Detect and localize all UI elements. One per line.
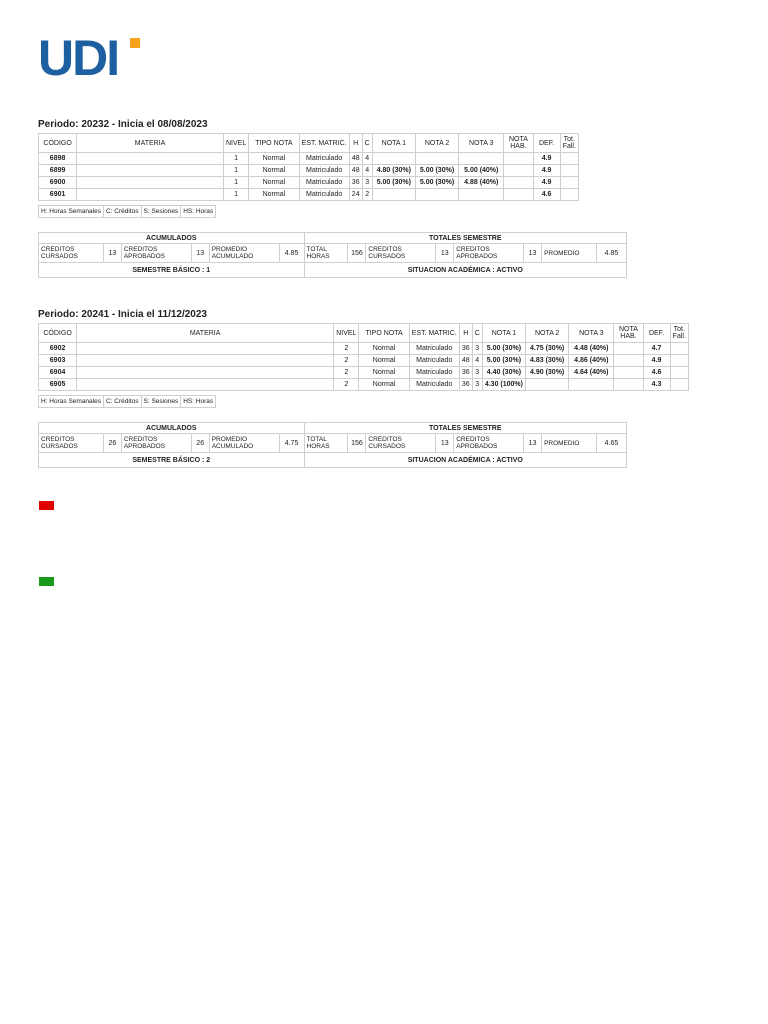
cell-nota2: 5.00 (30%) — [415, 177, 458, 189]
table-row — [39, 153, 579, 165]
cell-materia — [77, 165, 224, 177]
cell-nivel: 2 — [334, 379, 359, 391]
cell-materia — [77, 189, 224, 201]
cell-nota3: 5.00 (40%) — [459, 165, 504, 177]
cell-codigo: 6902 — [39, 343, 77, 355]
cell-nota1: 5.00 (30%) — [482, 355, 525, 367]
period-title: Periodo: 20232 - Inicia el 08/08/2023 — [38, 119, 208, 130]
cell-def: 4.9 — [643, 355, 670, 367]
cell-h: 48 — [349, 153, 362, 165]
cell-materia — [77, 177, 224, 189]
cell-def: 4.3 — [643, 379, 670, 391]
table-row — [39, 379, 689, 391]
totales-horas: 156 — [348, 434, 366, 453]
acum-promedio: 4.75 — [279, 434, 304, 453]
label-promedio: PROMEDIO — [542, 244, 597, 263]
cell-nota2: 4.90 (30%) — [526, 367, 569, 379]
cell-nota2: 4.83 (30%) — [526, 355, 569, 367]
cell-est: Matriculado — [299, 177, 349, 189]
cell-est: Matriculado — [299, 165, 349, 177]
cell-h: 48 — [349, 165, 362, 177]
cell-tipo: Normal — [249, 189, 299, 201]
cell-codigo: 6900 — [39, 177, 77, 189]
cell-c: 4 — [362, 165, 372, 177]
cell-fall — [560, 153, 578, 165]
cell-codigo: 6905 — [39, 379, 77, 391]
header-def: DEF. — [643, 324, 670, 343]
cell-hab — [614, 367, 643, 379]
cell-tipo: Normal — [359, 367, 409, 379]
cell-nota1: 5.00 (30%) — [372, 177, 415, 189]
cell-fall — [670, 355, 688, 367]
header-codigo: CÓDIGO — [39, 324, 77, 343]
situacion-academica — [304, 453, 626, 468]
grades-table — [38, 323, 689, 391]
cell-h: 36 — [349, 177, 362, 189]
cell-fall — [670, 343, 688, 355]
legend-table — [38, 205, 216, 218]
totales-heading: TOTALES SEMESTRE — [304, 233, 626, 244]
situacion-label: SITUACION ACADÉMICA : — [407, 266, 495, 274]
cell-hab — [504, 189, 533, 201]
cell-nota3 — [459, 189, 504, 201]
label-creditos-cursados: CREDITOS CURSADOS — [366, 244, 436, 263]
cell-materia — [77, 153, 224, 165]
cell-fall — [560, 177, 578, 189]
cell-h: 48 — [459, 355, 472, 367]
cell-def: 4.7 — [643, 343, 670, 355]
label-total-horas: TOTAL HORAS — [304, 434, 348, 453]
legend-item: S: Sesiones — [141, 396, 181, 408]
cell-hab — [504, 153, 533, 165]
header-nota3: NOTA 3 — [569, 324, 614, 343]
header-c: C — [472, 324, 482, 343]
cell-hab — [614, 343, 643, 355]
semestre-basico — [39, 453, 305, 468]
cell-codigo: 6904 — [39, 367, 77, 379]
cell-h: 36 — [459, 379, 472, 391]
totales-promedio: 4.65 — [596, 434, 626, 453]
header-tot-fall: Tot. Fall. — [560, 134, 578, 153]
label-creditos-cursados: CREDITOS CURSADOS — [39, 244, 104, 263]
cell-materia — [77, 367, 334, 379]
header-h: H — [349, 134, 362, 153]
table-row — [39, 343, 689, 355]
header-nota2: NOTA 2 — [415, 134, 458, 153]
legend-item: S: Sesiones — [141, 206, 181, 218]
logo-text: UDI — [38, 30, 119, 86]
cell-hab — [614, 355, 643, 367]
table-row — [39, 189, 579, 201]
cell-est: Matriculado — [409, 355, 459, 367]
semestre-basico-value: 2 — [206, 456, 211, 464]
totales-cursados: 13 — [436, 244, 454, 263]
acum-promedio: 4.85 — [279, 244, 304, 263]
label-creditos-cursados: CREDITOS CURSADOS — [366, 434, 436, 453]
semestre-basico-label: SEMESTRE BÁSICO : — [132, 456, 205, 464]
cell-codigo: 6899 — [39, 165, 77, 177]
cell-est: Matriculado — [409, 343, 459, 355]
udi-logo — [38, 30, 119, 86]
acumulados-heading: ACUMULADOS — [39, 233, 305, 244]
label-promedio: PROMEDIO — [542, 434, 597, 453]
label-promedio-acumulado: PROMEDIO ACUMULADO — [209, 434, 279, 453]
cell-c: 2 — [362, 189, 372, 201]
cell-hab — [614, 379, 643, 391]
cell-c: 3 — [472, 367, 482, 379]
totales-cursados: 13 — [436, 434, 454, 453]
cell-def: 4.6 — [533, 189, 560, 201]
cell-est: Matriculado — [299, 153, 349, 165]
table-row — [39, 367, 689, 379]
cell-nivel: 1 — [223, 177, 248, 189]
situacion-value: ACTIVO — [496, 266, 523, 274]
summary-table — [38, 232, 627, 278]
header-nota3: NOTA 3 — [459, 134, 504, 153]
totales-aprobados: 13 — [524, 244, 542, 263]
legend-item: H: Horas Semanales — [39, 206, 104, 218]
legend-item: H: Horas Semanales — [39, 396, 104, 408]
cell-fall — [560, 165, 578, 177]
label-creditos-cursados: CREDITOS CURSADOS — [39, 434, 104, 453]
label-creditos-aprobados: CREDITOS APROBADOS — [454, 434, 524, 453]
cell-nota3 — [459, 153, 504, 165]
cell-codigo: 6901 — [39, 189, 77, 201]
acum-cursados: 26 — [103, 434, 121, 453]
cell-fall — [560, 189, 578, 201]
summary-table — [38, 422, 627, 468]
header-tot-fall: Tot. Fall. — [670, 324, 688, 343]
header-tipo-nota: TIPO NOTA — [359, 324, 409, 343]
header-h: H — [459, 324, 472, 343]
situacion-value: ACTIVO — [496, 456, 523, 464]
semestre-basico — [39, 263, 305, 278]
cell-def: 4.9 — [533, 165, 560, 177]
table-row — [39, 355, 689, 367]
legend-table — [38, 395, 216, 408]
cell-c: 4 — [472, 355, 482, 367]
totales-promedio: 4.85 — [596, 244, 626, 263]
green-marker — [39, 577, 54, 586]
header-nivel: NIVEL — [223, 134, 248, 153]
header-est-matric: EST. MATRIC. — [299, 134, 349, 153]
legend-item: HS: Horas — [181, 206, 216, 218]
cell-nivel: 1 — [223, 165, 248, 177]
acum-aprobados: 13 — [191, 244, 209, 263]
cell-nota3: 4.64 (40%) — [569, 367, 614, 379]
cell-codigo: 6903 — [39, 355, 77, 367]
header-codigo: CÓDIGO — [39, 134, 77, 153]
acumulados-heading: ACUMULADOS — [39, 423, 305, 434]
cell-nota1: 4.80 (30%) — [372, 165, 415, 177]
cell-def: 4.9 — [533, 177, 560, 189]
cell-nivel: 2 — [334, 343, 359, 355]
acum-aprobados: 26 — [191, 434, 209, 453]
table-row — [39, 177, 579, 189]
acum-cursados: 13 — [103, 244, 121, 263]
grades-table — [38, 133, 579, 201]
cell-h: 36 — [459, 343, 472, 355]
header-materia: MATERIA — [77, 324, 334, 343]
cell-h: 24 — [349, 189, 362, 201]
period-title: Periodo: 20241 - Inicia el 11/12/2023 — [38, 309, 207, 320]
cell-tipo: Normal — [249, 165, 299, 177]
cell-nivel: 1 — [223, 189, 248, 201]
totales-heading: TOTALES SEMESTRE — [304, 423, 626, 434]
header-tipo-nota: TIPO NOTA — [249, 134, 299, 153]
cell-def: 4.6 — [643, 367, 670, 379]
cell-tipo: Normal — [249, 177, 299, 189]
cell-nota2 — [526, 379, 569, 391]
cell-tipo: Normal — [359, 343, 409, 355]
cell-fall — [670, 379, 688, 391]
cell-nota1: 5.00 (30%) — [482, 343, 525, 355]
header-def: DEF. — [533, 134, 560, 153]
logo-accent-square — [130, 38, 140, 48]
situacion-label: SITUACION ACADÉMICA : — [407, 456, 495, 464]
table-row — [39, 165, 579, 177]
cell-est: Matriculado — [409, 379, 459, 391]
semestre-basico-label: SEMESTRE BÁSICO : — [132, 266, 205, 274]
cell-tipo: Normal — [249, 153, 299, 165]
label-creditos-aprobados: CREDITOS APROBADOS — [121, 434, 191, 453]
cell-materia — [77, 379, 334, 391]
cell-h: 36 — [459, 367, 472, 379]
cell-def: 4.9 — [533, 153, 560, 165]
cell-tipo: Normal — [359, 355, 409, 367]
cell-c: 3 — [472, 343, 482, 355]
table-header — [39, 324, 689, 343]
label-creditos-aprobados: CREDITOS APROBADOS — [454, 244, 524, 263]
label-promedio-acumulado: PROMEDIO ACUMULADO — [209, 244, 279, 263]
cell-est: Matriculado — [409, 367, 459, 379]
cell-materia — [77, 355, 334, 367]
cell-nota2: 5.00 (30%) — [415, 165, 458, 177]
cell-codigo: 6898 — [39, 153, 77, 165]
red-marker — [39, 501, 54, 510]
cell-nota1: 4.30 (100%) — [482, 379, 525, 391]
cell-hab — [504, 165, 533, 177]
legend-item: HS: Horas — [181, 396, 216, 408]
legend-item: C: Créditos — [103, 206, 141, 218]
cell-fall — [670, 367, 688, 379]
cell-nota3: 4.48 (40%) — [569, 343, 614, 355]
cell-hab — [504, 177, 533, 189]
header-est-matric: EST. MATRIC. — [409, 324, 459, 343]
cell-materia — [77, 343, 334, 355]
cell-nivel: 2 — [334, 355, 359, 367]
header-nivel: NIVEL — [334, 324, 359, 343]
header-c: C — [362, 134, 372, 153]
header-materia: MATERIA — [77, 134, 224, 153]
totales-aprobados: 13 — [524, 434, 542, 453]
cell-nota2: 4.75 (30%) — [526, 343, 569, 355]
cell-c: 3 — [472, 379, 482, 391]
totales-horas: 156 — [348, 244, 366, 263]
table-header — [39, 134, 579, 153]
header-nota-hab: NOTA HAB. — [504, 134, 533, 153]
cell-nota1: 4.40 (30%) — [482, 367, 525, 379]
header-nota-hab: NOTA HAB. — [614, 324, 643, 343]
label-total-horas: TOTAL HORAS — [304, 244, 348, 263]
cell-nivel: 2 — [334, 367, 359, 379]
header-nota1: NOTA 1 — [482, 324, 525, 343]
cell-nota1 — [372, 189, 415, 201]
cell-nota2 — [415, 153, 458, 165]
cell-c: 4 — [362, 153, 372, 165]
cell-nota1 — [372, 153, 415, 165]
semestre-basico-value: 1 — [206, 266, 211, 274]
cell-nivel: 1 — [223, 153, 248, 165]
legend-item: C: Créditos — [103, 396, 141, 408]
cell-nota3 — [569, 379, 614, 391]
situacion-academica — [304, 263, 626, 278]
label-creditos-aprobados: CREDITOS APROBADOS — [121, 244, 191, 263]
cell-tipo: Normal — [359, 379, 409, 391]
cell-nota2 — [415, 189, 458, 201]
cell-nota3: 4.88 (40%) — [459, 177, 504, 189]
cell-est: Matriculado — [299, 189, 349, 201]
header-nota1: NOTA 1 — [372, 134, 415, 153]
cell-nota3: 4.86 (40%) — [569, 355, 614, 367]
cell-c: 3 — [362, 177, 372, 189]
header-nota2: NOTA 2 — [526, 324, 569, 343]
